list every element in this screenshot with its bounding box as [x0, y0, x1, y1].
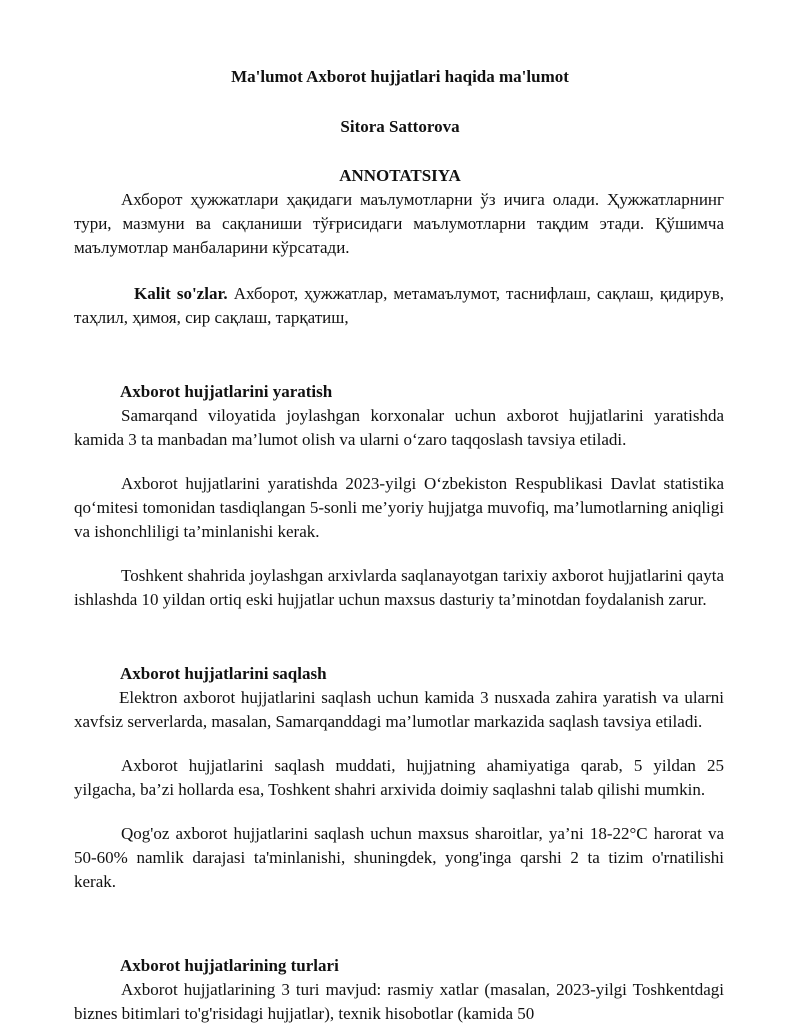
section-types	[74, 954, 724, 1026]
section-paragraph: Samarqand viloyatida joylashgan korxonalar uchun axborot hujjatlarini yaratishda kamida 3 ta manbadan ma’lumot olish va ularni o‘zaro taqqoslash tavsiya etiladi.	[74, 406, 724, 449]
annotation-block	[74, 188, 724, 260]
section-heading: Axborot hujjatlarining turlari	[120, 956, 339, 975]
keywords-paragraph	[74, 282, 724, 330]
section-paragraph: Axborot hujjatlarini yaratishda 2023-yilgi O‘zbekiston Respublikasi Davlat statistika qo‘mitesi tomonidan tasdiqlangan 5-sonli me’yoriy hujjatga muvofiq, ma’lumotlarning aniqligi va ishonchliligi ta’minlanishi kerak.	[74, 474, 724, 541]
document-title: Ma'lumot Axborot hujjatlari haqida ma'lumot	[231, 67, 569, 86]
section-heading: Axborot hujjatlarini yaratish	[120, 382, 333, 401]
keywords-label: Kalit so'zlar.	[134, 284, 228, 303]
keywords-text: Ахборот, ҳужжатлар, метамаълумот, таснифлаш, сақлаш, қидирув, таҳлил, ҳимоя, сир сақлаш, тарқатиш,	[74, 284, 724, 327]
section-paragraph: Toshkent shahrida joylashgan arxivlarda saqlanayotgan tarixiy axborot hujjatlarini qayta ishlashda 10 yildan ortiq eski hujjatlar uchun maxsus dasturiy ta’minotdan foydalanish zarur.	[74, 566, 724, 609]
section-creation	[74, 380, 724, 612]
section-paragraph: Axborot hujjatlarini saqlash muddati, hujjatning ahamiyatiga qarab, 5 yildan 25 yilgacha, ba’zi hollarda esa, Toshkent shahri arxivida doimiy saqlashni talab qilishi mumkin.	[74, 756, 724, 799]
section-storage	[74, 662, 724, 894]
section-paragraph: Axborot hujjatlarining 3 turi mavjud: rasmiy xatlar (masalan, 2023-yilgi Toshkentdagi biznes bitimlari to'g'risidagi hujjatlar), texnik hisobotlar (kamida 50	[74, 980, 724, 1023]
annotation-heading: ANNOTATSIYA	[339, 166, 461, 185]
section-heading: Axborot hujjatlarini saqlash	[120, 664, 327, 683]
section-paragraph: Elektron axborot hujjatlarini saqlash uchun kamida 3 nusxada zahira yaratish va ularni xavfsiz serverlarda, masalan, Samarqanddagi ma’lumotlar markazida saqlash tavsiya etiladi.	[74, 688, 724, 731]
annotation-text: Ахборот ҳужжатлари ҳақидаги маълумотларни ўз ичига олади. Ҳужжатларнинг тури, мазмуни ва сақланиши тўғрисидаги маълумотларни тақдим этади. Қўшимча маълумотлар манбаларини кўрсатади.	[74, 190, 724, 257]
keywords-block	[74, 282, 724, 330]
section-paragraph: Qog'oz axborot hujjatlarini saqlash uchun maxsus sharoitlar, ya’ni 18-22°C harorat va 50-60% namlik darajasi ta'minlanishi, shuningdek, yong'inga qarshi 2 ta tizim o'rnatilishi kerak.	[74, 824, 724, 891]
author-name: Sitora Sattorova	[340, 117, 460, 136]
